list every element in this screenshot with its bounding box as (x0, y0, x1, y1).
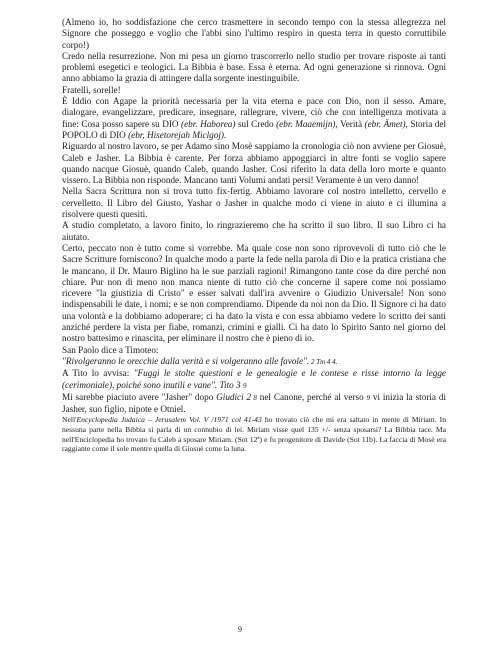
encyclopedia-title: Encyclopedia Judaica – Jerusalem Vol. V /1971 col 41-43 (76, 415, 262, 425)
verse-number: 9 (366, 393, 371, 402)
hebrew-term: (ebr, Hisetorejah Miclgoj). (128, 129, 227, 140)
hebrew-term: (ebr. Ämet), (364, 118, 408, 129)
quote-titus (62, 368, 446, 392)
text: Nell' (62, 415, 77, 425)
text: nel Canone, perché al verso (256, 391, 367, 402)
text: Verità (337, 118, 365, 129)
hebrew-term: (ebr. Maaemijn), (276, 118, 338, 129)
paragraph-agape (62, 96, 446, 141)
paragraph-resurrection: Credo nella resurrezione. Non mi pesa un giorno trascorrerlo nello studio per trovare risposte ai tanti problemi esegetici e teologici. La Bibbia è base. Essa è eterna. Ad ogni generazione si rinnova. Ogni anno abbiamo la grazia di attingere dalla sorgente inestinguibile. (62, 50, 446, 84)
paragraph-giudici (62, 392, 446, 416)
text: sul Credo (235, 118, 277, 129)
quote-reference-verse: 9 (242, 381, 247, 390)
book-reference: Giudici 2 (216, 391, 252, 402)
text: Storia del POPOLO di DIO (62, 118, 446, 140)
paragraph-greeting: Fratelli, sorelle! (62, 84, 121, 95)
paragraph-paolo: San Paolo dice a Timoteo: (62, 344, 159, 355)
verse-number: 8 (251, 393, 257, 402)
text: vi inizia la storia di Jasher, suo figlio, nipote e Otniel. (62, 391, 446, 415)
quote-text: "Rivolgeranno le orecchie dalla verità e si volgeranno alle favole". (62, 355, 310, 366)
text: ho trovato ciò che mi era saltato in mente di Miriam. In nessuna parte nella Bibbia si parla di un connubio di lei. Miriam visse quel 135 +/- senza sposarsi? La Bibbia tace. Ma nell'Enciclopedia ho trovato fu Caleb a sposare Miriam. (Sot 12ª) e fu progenitore di Davide (Sot 11b). La faccia di Mosè era raggiante come il sole mentre quella di Giosuè come la luna. (62, 415, 446, 454)
paragraph-certo: Certo, peccato non è tutto come si vorrebbe. Ma quale cose non sono riprovevoli di tutto ciò che le Sacre Scritture forniscono? In qualche modo a parte la fede nella parola di Dio e la pratica cristiana che le mancano, il Dr. Mauro Biglino ha le sue parziali ragioni! Rimangono tante cose da dire perché non chiare. Pur non di meno non manca niente di tutto ciò che concerne il sapere come noi possiamo ricevere "la giustizia di Cristo" e esser salvati dall'ira avvenire o Giudizio Universale! Non sono indispensabili le date, i nomi; e se non comprendiamo. Dipende da noi non da Dio. Il Signore ci ha dato una volontà e la dobbiamo adoperare; ci ha dato la vista e con essa abbiamo vedere lo scritto dei santi anziché perdere la vista per fiabe, romanzi, crimini e gialli. Ci ha dato lo Spirito Santo nel giorno del nostro battesimo e rinascita, per eliminare il nostro che è pieno di io. (62, 242, 446, 344)
page-number: 9 (238, 625, 242, 634)
paragraph-encyclopedia (62, 415, 446, 453)
quote-reference: 2 Tm 4 4. (309, 357, 338, 366)
quote-timothy (62, 356, 446, 368)
text: Mi sarebbe piaciuto avere "Jasher" dopo (62, 391, 217, 402)
paragraph-intro: (Almeno io, ho soddisfazione che cerco trasmettere in secondo tempo con la stessa allegrezza nel Signore che posseggo e voglio che l'abbi sino l'ultimo respiro in questa terra in questo corruttibile corpo!) (62, 17, 446, 50)
hebrew-term: (ebr. Haborea) (181, 118, 236, 129)
paragraph-thanks: A studio completato, a lavoro finito, lo ringrazieremo che ha scritto il suo libro. Il suo Libro ci ha aiutato. (62, 220, 446, 242)
paragraph-scripture: Nella Sacra Scrittura non si trova tutto fix-fertig. Abbiamo lavorare col nostro intelletto, cervello e cervelletto. Il Libro del Giusto, Yashar o Jasher in qualche modo ci viene in aiuto e ci illumina a risolvere questi quesiti. (62, 186, 446, 220)
text: È Iddio con Agape la priorità necessaria per la vita eterna e pace con Dio, non il sesso. Amare, dialogare, evangelizzare, predicare, insegnare, rallegrare, vivere, ciò che con intelligenza motivata a fine: Cosa posso sapere su DIO (62, 96, 446, 129)
quote-text: "Fuggi le stolte questioni e le genealogie e le contese e risse intorno la legge (cerimoniale), poiché sono inutili e vane". (62, 368, 446, 390)
quote-intro: A Tito lo avvisa: (62, 368, 134, 379)
quote-reference: Tito 3 (217, 379, 243, 390)
paragraph-chronology: Riguardo al nostro lavoro, se per Adamo sino Mosè sappiamo la cronologia ciò non avviene per Giosuè, Caleb e Jasher. La Bibbia è carente. Per forza abbiamo appoggiarci in altre fonti se voglio sapere quando nacque Giosuè, quando Caleb, quando Jasher. Così riferito la data della loro morte e quanto vissero. La Bibbia non risponde. Mancano tanti Volumi andati persi! Veramente è un vero danno! (62, 141, 446, 186)
page-body (62, 17, 446, 454)
